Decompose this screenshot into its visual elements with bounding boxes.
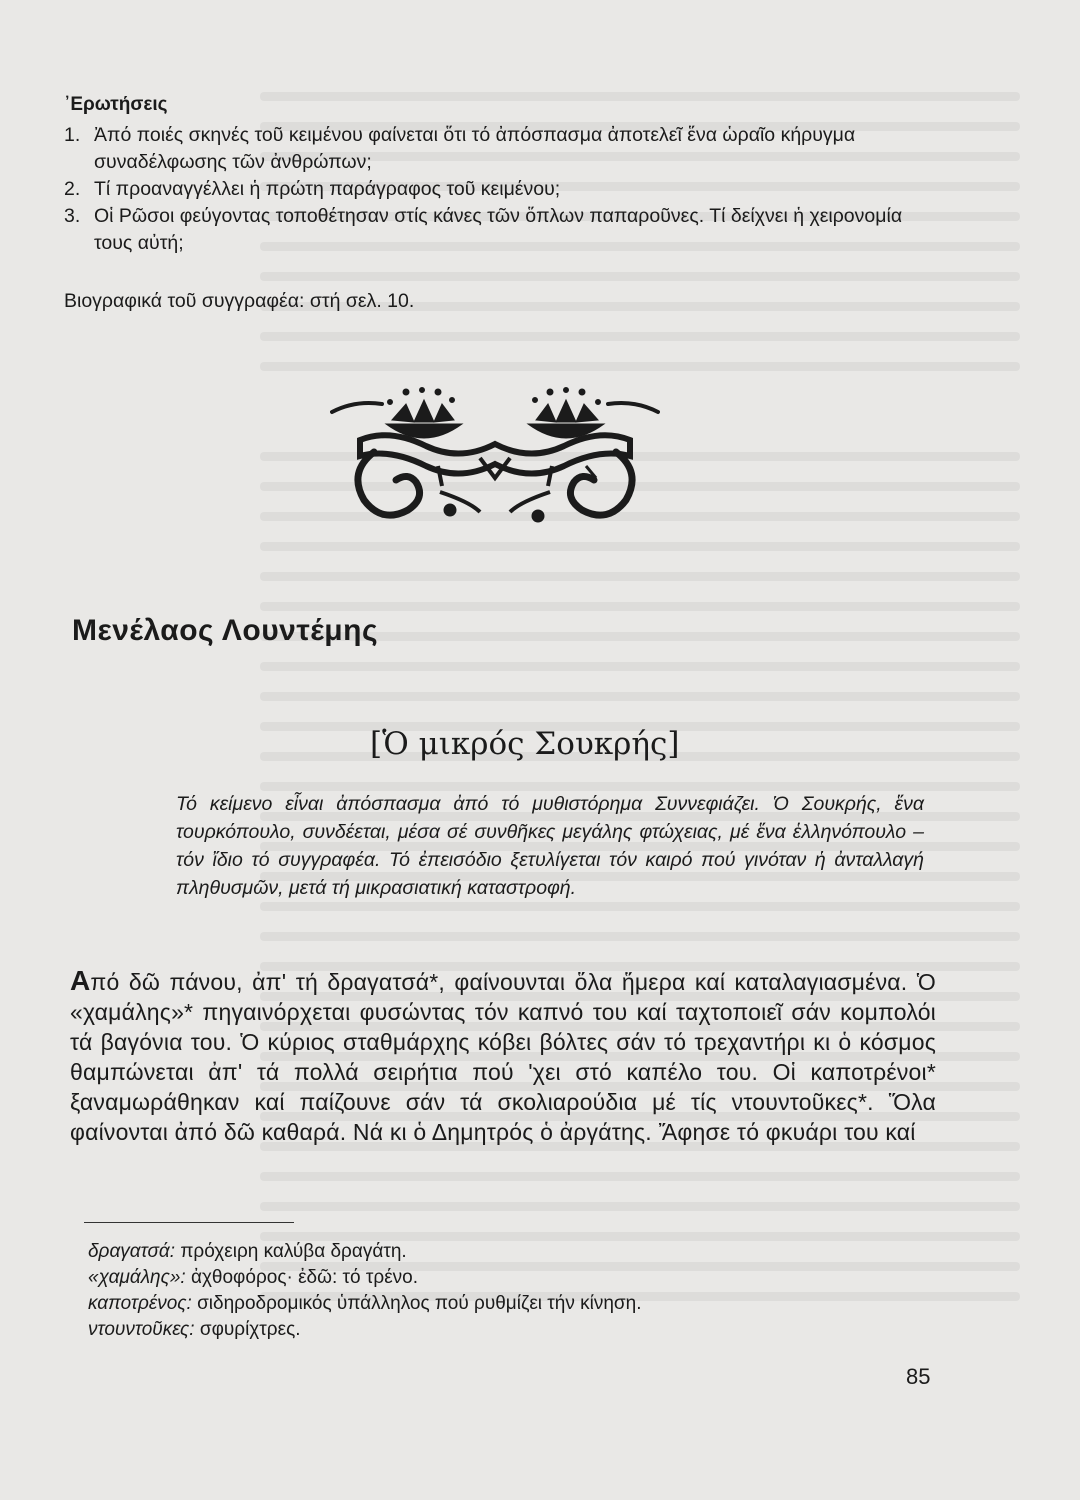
footnote-definition: ἀχθοφόρος· ἐδῶ: τό τρένο. <box>190 1267 419 1288</box>
question-number: 3. <box>64 205 81 227</box>
footnote <box>88 1317 928 1343</box>
floral-ornament-icon <box>330 382 660 542</box>
author-bio-reference: Βιογραφικά τοῦ συγγραφέα: στή σελ. 10. <box>64 290 415 312</box>
footnote-definition: σφυρίχτρες. <box>199 1319 301 1340</box>
question-item <box>64 176 934 203</box>
footnote <box>88 1239 928 1265</box>
questions-list <box>64 122 934 257</box>
footnote-divider <box>84 1222 294 1223</box>
footnote-term: δραγατσά: <box>88 1241 176 1262</box>
footnote-definition: σιδηροδρομικός ὑπάλληλος πού ρυθμίζει τήν κίνηση. <box>197 1293 642 1314</box>
question-item <box>64 122 934 176</box>
footnote-term: «χαμάλης»: <box>88 1267 186 1288</box>
questions-heading: ᾿Ερωτήσεις <box>64 94 168 115</box>
footnote-definition: πρόχειρη καλύβα δραγάτη. <box>180 1241 407 1262</box>
footnote <box>88 1291 928 1317</box>
drop-cap: Α <box>70 965 91 996</box>
footnote-term: καποτρένος: <box>88 1293 192 1314</box>
author-name: Μενέλαος Λουντέμης <box>72 614 379 647</box>
main-text <box>70 966 936 1147</box>
question-text: Οἱ Ρῶσοι φεύγοντας τοποθέτησαν στίς κάνες τῶν ὅπλων παπαροῦνες. Τί δείχνει ἡ χειρονομία τους αὐτή; <box>94 205 903 254</box>
intro-note: Τό κείμενο εἶναι ἀπόσπασμα ἀπό τό μυθιστόρημα Συννεφιάζει. Ὁ Σουκρής, ἕνα τουρκόπουλο, συνδέεται, μέσα σέ συνθῆκες μεγάλης φτώχειας, μέ ἕνα ἑλληνόπουλο – τόν ἴδιο τό συγγραφέα. Τό ἐπεισόδιο ξετυλίγεται τόν καιρό πού γινόταν ἡ ἀνταλλαγή πληθυσμῶν, μετά τή μικρασιατική καταστροφή. <box>176 793 924 899</box>
footnotes <box>88 1239 928 1343</box>
footnote <box>88 1265 928 1291</box>
footnote-term: ντουντοῦκες: <box>88 1319 195 1340</box>
question-item <box>64 203 934 257</box>
text-title: [Ὁ μικρός Σουκρής] <box>370 726 680 762</box>
main-text-body: πό δῶ πάνου, ἀπ' τή δραγατσά*, φαίνουνται ὅλα ἥμερα καί καταλαγιασμένα. Ὁ «χαμάλης»* πηγαινόρχεται φυσώντας τόν καπνό του καί ταχτοποιεῖ σάν κομπολόι τά βαγόνια του. Ὁ κύριος σταθμάρχης κόβει βόλτες σάν τό τρεχαντήρι κι ὁ κόσμος θαμπώνεται ἀπ' τά πολλά σειρήτια πού 'χει στό καπέλο του. Οἱ καποτρένοι* ξαναμωράθηκαν καί παίζουνε σάν τά σκολιαρούδια μέ τίς ντουντοῦκες*. Ὅλα φαίνονται ἀπό δῶ καθαρά. Νά κι ὁ Δημητρός ὁ ἀργάτης. Ἄφησε τό φκυάρι του καί <box>70 969 936 1145</box>
question-text: Τί προαναγγέλλει ἡ πρώτη παράγραφος τοῦ κειμένου; <box>94 178 561 200</box>
question-number: 1. <box>64 124 81 146</box>
question-text: Ἀπό ποιές σκηνές τοῦ κειμένου φαίνεται ὅτι τό ἀπόσπασμα ἀποτελεῖ ἕνα ὡραῖο κήρυγμα συναδέλφωσης τῶν ἀνθρώπων; <box>94 124 856 173</box>
question-number: 2. <box>64 178 81 200</box>
page-number: 85 <box>906 1364 931 1389</box>
